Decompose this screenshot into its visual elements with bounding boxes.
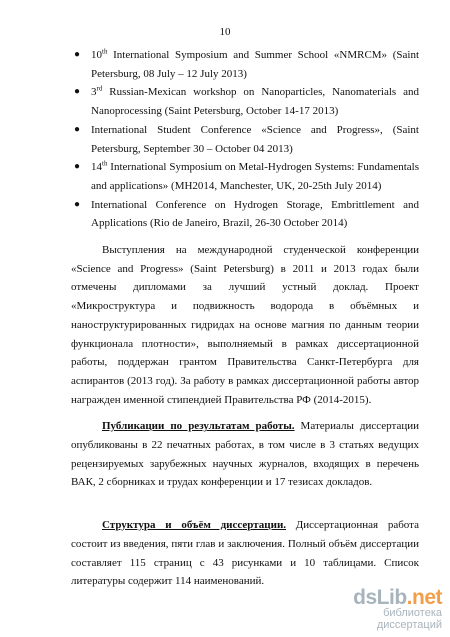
page-number: 10 — [219, 26, 231, 38]
conference-text: International Student Conference «Science and Progress», (Saint Petersburg, September 30 – October 04 2013) — [91, 123, 419, 155]
list-item — [71, 196, 419, 233]
list-item — [71, 46, 419, 83]
list-item — [71, 83, 419, 120]
talks-paragraph: Выступления на международной студенческой конференции «Science and Progress» (Saint Petersburg) в 2011 и 2013 годах были отмечены дипломами за лучший устный доклад. Проект «Микроструктура и подвижность водорода в объёмных и наноструктурированных гидридах на основе магния по данным теории функционала плотности», выполняемый в рамках диссертационной работы, поддержан грантом Правительства Санкт-Петербурга для аспирантов (2013 год). За работу в рамках диссертационной работы автор награжден именной стипендией Правительства РФ (2014-2015). — [71, 244, 419, 406]
list-item — [71, 158, 419, 195]
conference-text: International Conference on Hydrogen Storage, Embrittlement and Applications (Rio de Janeiro, Brazil, 26-30 October 2014) — [91, 198, 419, 230]
structure-heading: Структура и объём диссертации. — [102, 519, 287, 532]
bullet-icon: ● — [74, 198, 81, 210]
conference-ordinal: 3 — [91, 86, 97, 99]
publications-text: Материалы диссертации опубликованы в 22 печатных работах, в том числе в 3 статьях ведущих рецензируемых зарубежных научных журналов, входящих в перечень ВАК, 2 сборниках и трудах конференции и 17 тезисах докладов. — [71, 420, 419, 489]
conference-ordinal: 10 — [91, 49, 102, 61]
conference-list — [71, 46, 419, 233]
conference-text: Russian-Mexican workshop on Nanoparticles, Nanomaterials and Nanoprocessing (Saint Petersburg, October 14-17 2013) — [91, 86, 419, 118]
document-body — [71, 46, 419, 591]
bullet-icon: ● — [74, 123, 81, 135]
bullet-icon: ● — [74, 161, 81, 173]
bullet-icon: ● — [74, 86, 81, 98]
structure-paragraph — [71, 516, 419, 591]
watermark-caption: библиотека диссертаций — [376, 607, 442, 631]
watermark-brand: dsLib — [353, 586, 407, 609]
publications-paragraph — [71, 417, 419, 492]
ordinal-suffix: th — [102, 159, 108, 168]
ordinal-suffix: rd — [96, 84, 103, 93]
conference-text: International Symposium on Metal-Hydrogen Systems: Fundamentals and applications» (MH2014, Manchester, UK, 20-25th July 2014) — [91, 161, 419, 192]
dslib-watermark — [332, 586, 442, 631]
structure-text: Диссертационная работа состоит из введения, пяти глав и заключения. Полный объём диссертации составляет 115 страниц с 43 рисунками и 10 таблицами. Список литературы содержит 114 наименований. — [71, 519, 419, 588]
conference-ordinal: 14 — [91, 161, 102, 174]
ordinal-suffix: th — [102, 47, 108, 56]
watermark-domain: .net — [406, 586, 442, 609]
conference-text: International Symposium and Summer School «NMRCM» (Saint Petersburg, 08 July – 12 July 2013) — [91, 49, 419, 80]
publications-heading: Публикации по результатам работы. — [102, 420, 295, 433]
list-item — [71, 121, 419, 158]
bullet-icon: ● — [74, 49, 81, 60]
